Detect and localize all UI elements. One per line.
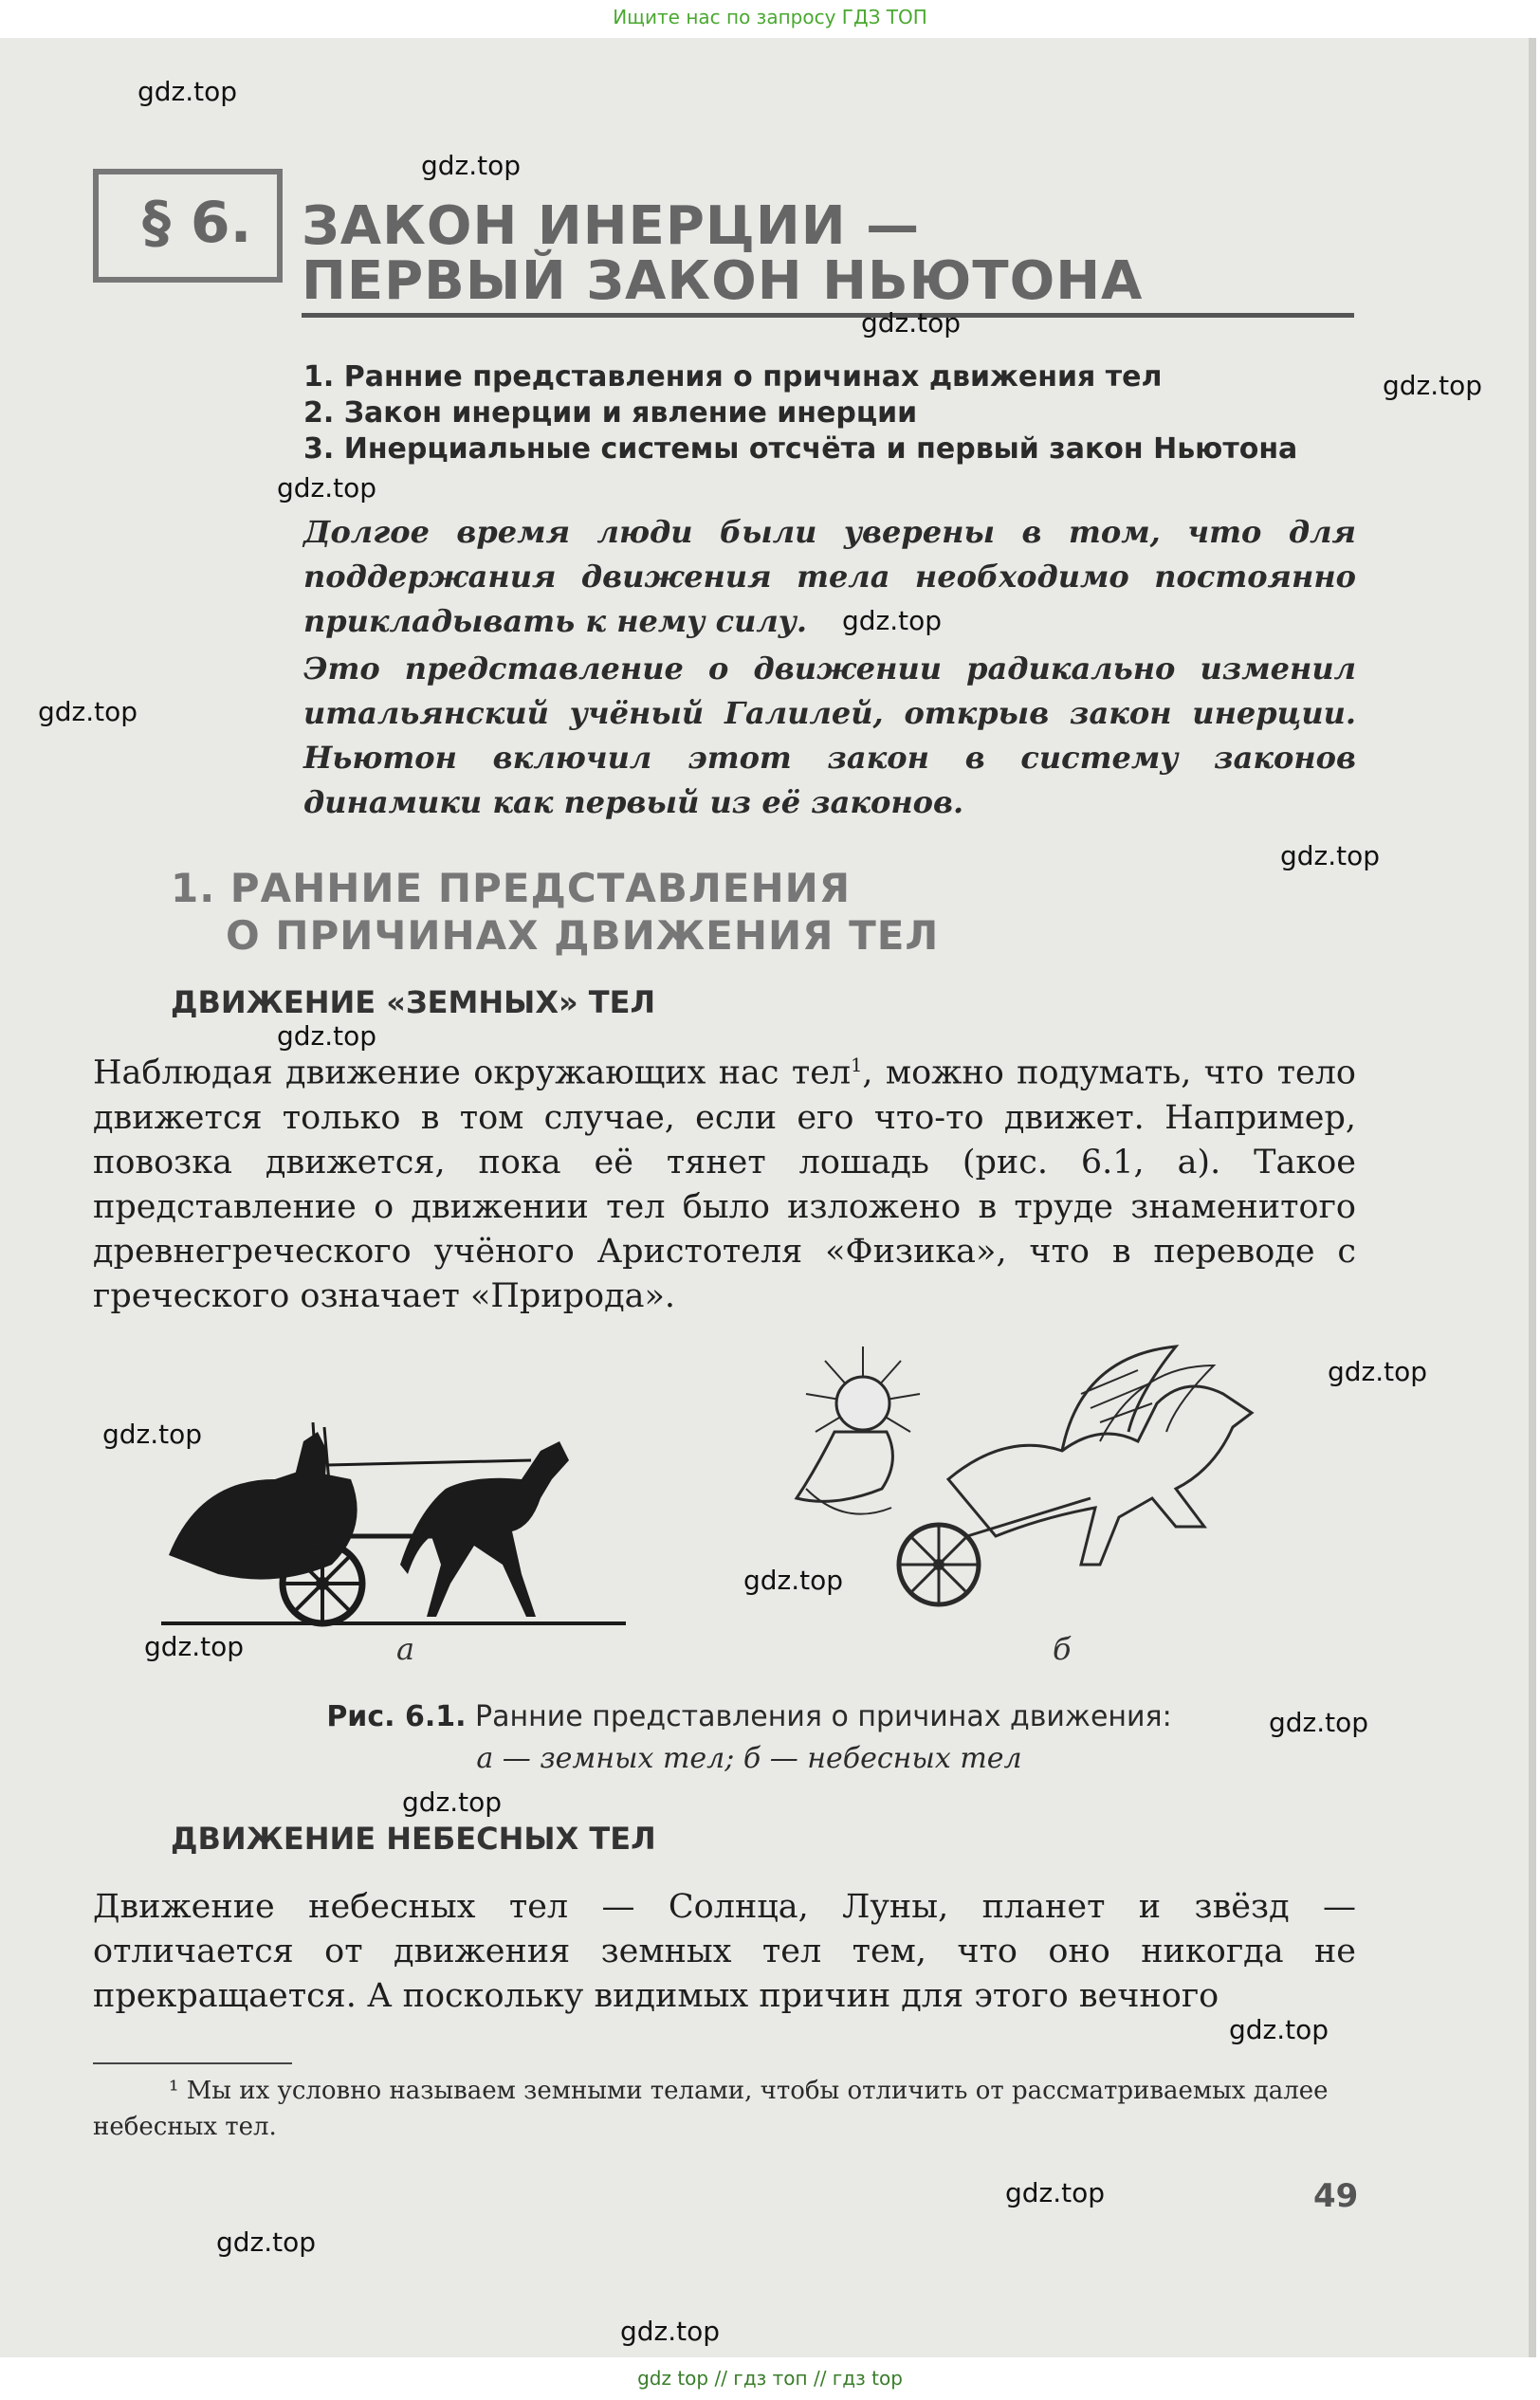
watermark: gdz.top (842, 605, 943, 636)
watermark: gdz.top (1229, 2014, 1329, 2045)
toc-item-2: 2. Закон инерции и явление инерции (303, 396, 918, 430)
figure-caption: Рис. 6.1. Ранние представления о причинах движения: (326, 1700, 1172, 1733)
footnote: ¹ Мы их условно называем земными телами, чтобы отличить от рассматриваемых далее небесных тел. (93, 2077, 1329, 2141)
watermark: gdz.top (138, 76, 238, 107)
footnote-rule (93, 2062, 292, 2064)
watermark: gdz.top (277, 472, 377, 504)
subheading-earthly-motion: ДВИЖЕНИЕ «ЗЕМНЫХ» ТЕЛ (171, 984, 656, 1020)
watermark: gdz.top (144, 1631, 245, 1662)
watermark: gdz.top (1328, 1356, 1428, 1387)
paragraph-number: § 6. (142, 190, 252, 256)
figure-caption-line2: а — земных тел; б — небесных тел (476, 1742, 1022, 1775)
body-paragraph-2: Движение небесных тел — Солнца, Луны, планет и звёзд — отличается от движения земных тел тем, что оно никогда не прекращается. А поскольку видимых причин для этого вечного (93, 1888, 1356, 2015)
footnote-mark[interactable]: 1 (851, 1054, 863, 1076)
watermark: gdz.top (620, 2316, 721, 2347)
bottom-banner[interactable]: gdz top // гдз топ // гдз top (637, 2367, 903, 2390)
chariot-horse-illustration (161, 1422, 654, 1640)
intro-paragraph-1: Долгое время люди были уверены в том, что для поддержания движения тела необходимо постоянно прикладывать к нему силу. (303, 514, 1356, 639)
title-underline (302, 313, 1354, 318)
sun-chariot-illustration (778, 1337, 1271, 1621)
toc-item-1: 1. Ранние представления о причинах движения тел (303, 360, 1163, 394)
watermark: gdz.top (1383, 370, 1483, 401)
figure-label-a: а (396, 1631, 415, 1667)
watermark: gdz.top (1280, 840, 1381, 871)
section-title-line2: О ПРИЧИНАХ ДВИЖЕНИЯ ТЕЛ (226, 912, 940, 959)
body-paragraph-1: Наблюдая движение окружающих нас тел$^1$, можно подумать, что тело движется только в том случае, если его что-то движет. Например, повозка движется, пока её тянет лошадь (рис. 6.1, а). Такое представление о движении тел было изложено в труде знаменитого древнегреческого учёного Аристотеля «Физика», что в переводе с греческого означает «Природа». (93, 1053, 1356, 1315)
paragraph-title-line1: ЗАКОН ИНЕРЦИИ — (302, 195, 921, 257)
figure-label-b: б (1053, 1631, 1072, 1667)
subheading-celestial-motion: ДВИЖЕНИЕ НЕБЕСНЫХ ТЕЛ (171, 1821, 656, 1857)
watermark: gdz.top (277, 1020, 377, 1052)
top-banner[interactable]: Ищите нас по запросу ГДЗ ТОП (613, 6, 927, 28)
section-title-line1: 1. РАННИЕ ПРЕДСТАВЛЕНИЯ (171, 865, 852, 911)
watermark: gdz.top (1269, 1707, 1369, 1738)
toc-item-3: 3. Инерциальные системы отсчёта и первый закон Ньютона (303, 432, 1298, 466)
watermark: gdz.top (743, 1565, 844, 1596)
page-number: 49 (1313, 2177, 1359, 2215)
paragraph-title-line2: ПЕРВЫЙ ЗАКОН НЬЮТОНА (302, 250, 1144, 312)
watermark: gdz.top (216, 2226, 317, 2258)
watermark: gdz.top (861, 307, 962, 339)
watermark: gdz.top (102, 1419, 203, 1450)
watermark: gdz.top (38, 696, 138, 727)
watermark: gdz.top (1005, 2177, 1106, 2208)
watermark: gdz.top (402, 1786, 503, 1818)
intro-paragraph-2: Это представление о движении радикально изменил итальянский учёный Галилей, открыв закон инерции. Ньютон включил этот закон в систему законов динамики как первый из её законов. (303, 650, 1356, 820)
watermark: gdz.top (421, 150, 522, 181)
